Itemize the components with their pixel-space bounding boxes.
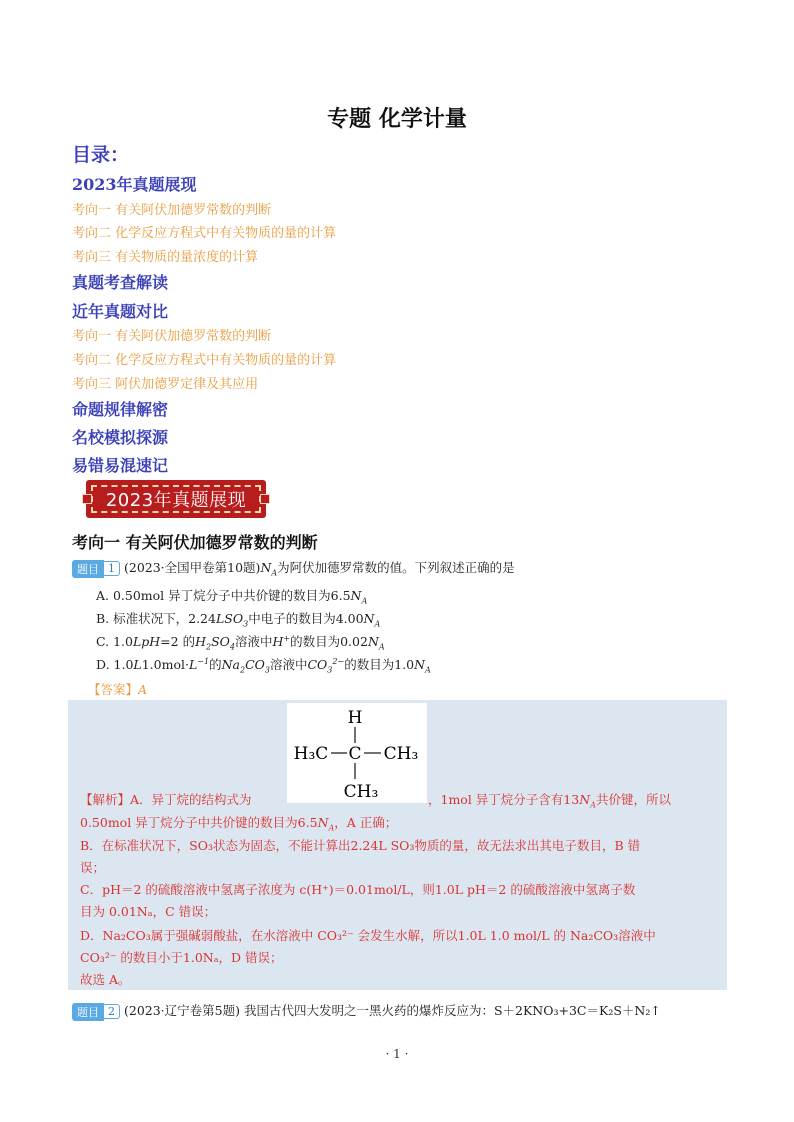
section-banner (86, 480, 266, 518)
question-2-stem (72, 1001, 661, 1021)
toc-main-item[interactable]: 2023年真题展现 (72, 175, 197, 194)
page-title: 专题 化学计量 (327, 106, 467, 132)
question-1-stem: 题目 1 (2023·全国甲卷第10题)$N_A$为阿伏加德罗常数的值。下列叙述正确的是 (72, 558, 515, 578)
question-text: (2023·辽宁卷第5题) 我国古代四大发明之一黑火药的爆炸反应为：S＋2KNO₃+3C＝K₂S＋N₂↑ (123, 1003, 661, 1018)
toc-main-item[interactable]: 近年真题对比 (72, 302, 169, 321)
question-number: 2 (103, 1004, 120, 1019)
question-number: 1 (103, 561, 120, 576)
struct-right-group: CH₃ (383, 744, 419, 764)
toc-main-item[interactable]: 名校模拟探源 (72, 428, 169, 447)
analysis-line-5: C．pH＝2 的硫酸溶液中氢离子浓度为 c(H⁺)＝0.01mol/L，则1.0L pH＝2 的硫酸溶液中氢离子数 (80, 882, 636, 897)
analysis-line-9: 故选 A。 (80, 972, 131, 987)
answer-line: 【答案】A (88, 682, 148, 697)
analysis-line-2: 0.50mol 异丁烷分子中共价键的数目为$6.5N_A$，A 正确； (80, 815, 398, 833)
toc-sub-item[interactable]: 考向二 化学反应方程式中有关物质的量的计算 (72, 353, 337, 368)
toc-sub-item[interactable]: 考向一 有关阿伏加德罗常数的判断 (72, 203, 272, 218)
option-c: C. 1.0LpH=2 的$H_2SO_4$溶液中H+的数目为$0.02N_A$ (96, 633, 385, 652)
struct-c-center: C (348, 744, 362, 764)
analysis-line-4: 误； (80, 860, 106, 875)
analysis-line-1b: ，1mol 异丁烷分子含有$13N_A$共价键，所以 (428, 792, 671, 810)
toc-main-item[interactable]: 易错易混速记 (72, 456, 169, 475)
analysis-line-3: B．在标准状况下，SO₃状态为固态，不能计算出2.24L SO₃物质的量，故无法求出其电子数目，B 错 (80, 838, 641, 853)
toc-main-item[interactable]: 真题考查解读 (72, 273, 169, 292)
banner-label: 2023年真题展现 (91, 485, 261, 513)
analysis-line-8: CO₃²⁻ 的数目小于1.0Nₐ，D 错误； (80, 950, 283, 965)
page-number: · 1 · (385, 1047, 409, 1061)
toc-sub-item[interactable]: 考向二 化学反应方程式中有关物质的量的计算 (72, 226, 337, 241)
toc-heading: 目录： (72, 144, 130, 166)
toc-main-item[interactable]: 命题规律解密 (72, 400, 169, 419)
struct-h-top: H (347, 708, 363, 728)
question-source: (2023·全国甲卷第10题) (123, 560, 261, 575)
question-text: 为阿伏加德罗常数的值。下列叙述正确的是 (277, 560, 515, 575)
struct-left-group: H₃C (293, 744, 329, 764)
question-tag: 题目 (72, 1003, 104, 1021)
struct-bottom-group: CH₃ (343, 782, 379, 802)
toc-sub-item[interactable]: 考向三 有关物质的量浓度的计算 (72, 250, 259, 265)
isobutane-structure-image (287, 703, 427, 803)
analysis-line-7: D．Na₂CO₃属于强碱弱酸盐，在水溶液中 CO₃²⁻ 会发生水解，所以1.0L 1.0 mol/L 的 Na₂CO₃溶液中 (80, 928, 656, 943)
question-tag: 题目 (72, 560, 104, 578)
structure-diagram (287, 703, 427, 803)
option-d: D. $1.0L1.0mol\cdot L^{-1}$的$Na_2CO_3$溶液中$CO_3^{2-}$的数目为$1.0N_A$ (96, 656, 431, 675)
section-title: 考向一 有关阿伏加德罗常数的判断 (72, 533, 318, 552)
toc-sub-item[interactable]: 考向一 有关阿伏加德罗常数的判断 (72, 329, 272, 344)
banner-ornament (260, 494, 270, 504)
toc-sub-item[interactable]: 考向三 阿伏加德罗定律及其应用 (72, 377, 259, 392)
option-a: A. 0.50mol 异丁烷分子中共价键的数目为$6.5N_A$ (96, 588, 368, 606)
option-b: B. 标准状况下，$2.24LSO_3$中电子的数目为$4.00N_A$ (96, 611, 381, 629)
analysis-line-6: 目为 0.01Nₐ，C 错误； (80, 904, 217, 919)
analysis-line-1: 【解析】A．异丁烷的结构式为 (80, 792, 252, 807)
